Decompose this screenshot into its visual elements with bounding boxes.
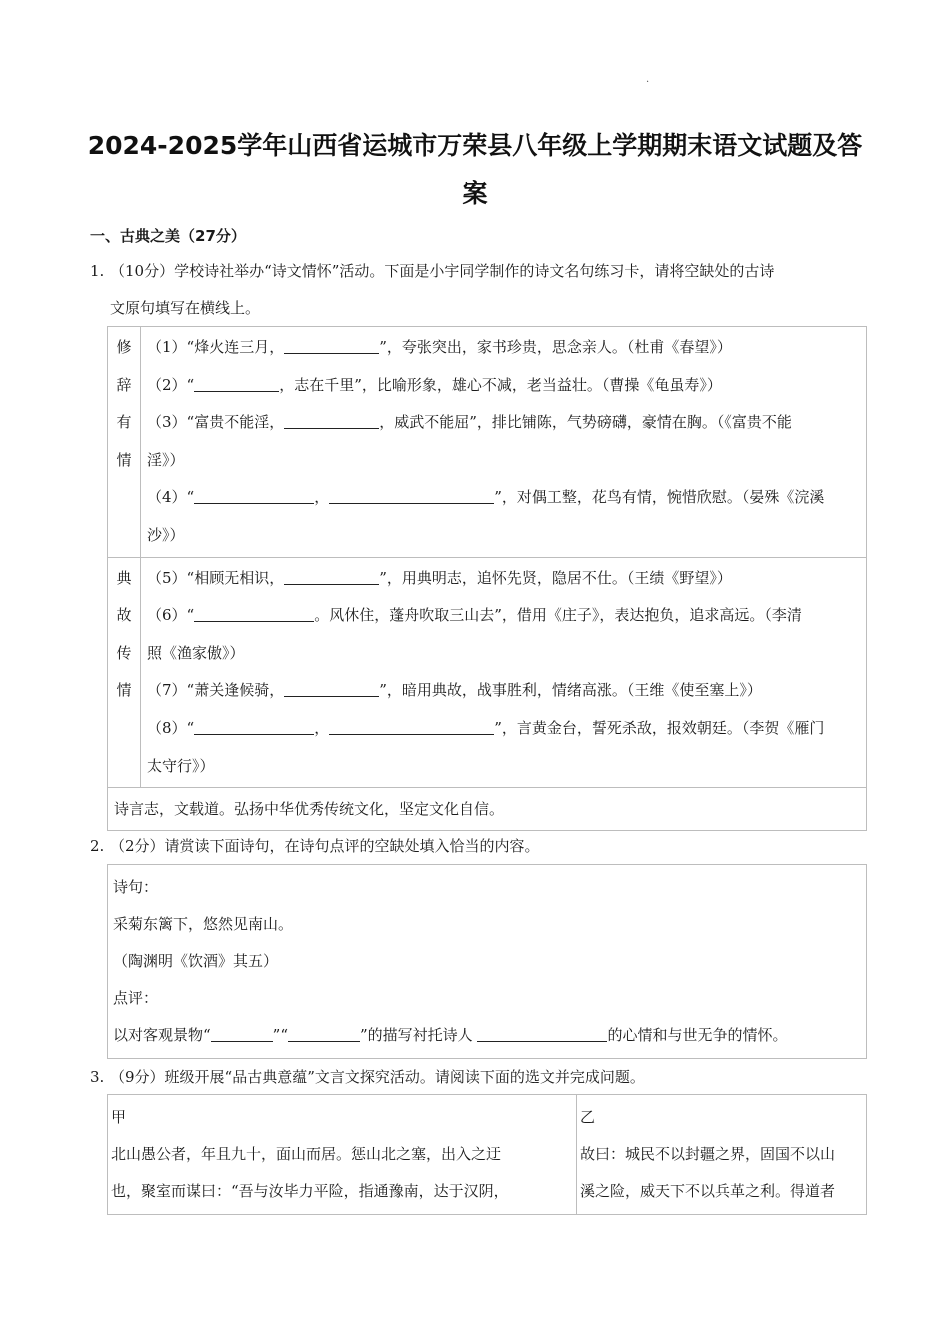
- item-text: 太守行》）: [147, 756, 215, 775]
- section-heading: 一、古典之美（27分）: [90, 227, 246, 245]
- item-text: ，: [314, 488, 330, 507]
- item-text: （6）“: [147, 606, 195, 625]
- item-text: （1）“烽火连三月，: [147, 338, 285, 356]
- side-char: 有: [116, 413, 132, 432]
- text-label: 乙: [580, 1108, 596, 1126]
- text-label: 甲: [111, 1108, 127, 1126]
- question-3: [90, 1059, 870, 1096]
- question-text: （10分）学校诗社举办“诗文情怀”活动。下面是小宇同学制作的诗文名句练习卡，请将空缺处的古诗: [110, 262, 775, 280]
- review-part: 以对客观景物“: [113, 1026, 211, 1044]
- item-text: ，志在千里”，比喻形象，雄心不减，老当益壮。（曹操《龟虽寿》）: [279, 375, 722, 394]
- review-label: 点评：: [113, 989, 159, 1007]
- answer-blank[interactable]: [477, 1023, 607, 1042]
- poem-label: 诗句：: [113, 878, 159, 896]
- card-footer-row: [108, 788, 867, 831]
- item-text: 沙》）: [147, 525, 185, 544]
- item-text: ”，对偶工整，花鸟有情，惋惜欣慰。（晏殊《浣溪: [494, 488, 825, 507]
- item-text: 。风休住，蓬舟吹取三山去”，借用《庄子》，表达抱负，追求高远。（李清: [314, 606, 802, 625]
- header-dot: .: [646, 74, 650, 85]
- item-text: （7）“萧关逢候骑，: [147, 681, 285, 700]
- item-3: [147, 404, 862, 442]
- answer-blank[interactable]: [194, 373, 279, 392]
- poem-text: 采菊东篱下，悠然见南山。: [113, 915, 294, 933]
- page-title-line2: 案: [462, 179, 488, 208]
- text-yi: [577, 1095, 867, 1215]
- group-body: [141, 557, 867, 788]
- answer-blank[interactable]: [194, 485, 314, 504]
- answer-blank[interactable]: [284, 566, 379, 585]
- answer-blank[interactable]: [211, 1023, 273, 1042]
- item-7: [147, 672, 862, 710]
- side-char: 典: [116, 568, 132, 587]
- question-text: （2分）请赏读下面诗句，在诗句点评的空缺处填入恰当的内容。: [110, 837, 540, 855]
- item-text: ，威武不能屈”，排比铺陈，气势磅礴，豪情在胸。（《富贵不能: [379, 413, 792, 432]
- group-side-label: [108, 327, 141, 558]
- question-number: 1.: [90, 262, 105, 280]
- answer-blank[interactable]: [288, 1023, 360, 1042]
- item-text: （3）“富贵不能淫，: [147, 413, 285, 432]
- answer-blank[interactable]: [194, 603, 314, 622]
- text-line: 故曰：城民不以封疆之界，固国不以山: [580, 1145, 836, 1163]
- answer-blank[interactable]: [329, 485, 494, 504]
- question-text-cont: 文原句填写在横线上。: [110, 299, 261, 317]
- item-text: ”，言黄金台，誓死杀敌，报效朝廷。（李贺《雁门: [494, 718, 825, 737]
- item-text: ”，暗用典故，战事胜利，情绪高涨。（王维《使至塞上》）: [379, 681, 762, 700]
- question-1: [90, 253, 870, 327]
- classical-text-table: [107, 1094, 867, 1215]
- item-6: [147, 597, 862, 635]
- item-5: [147, 560, 862, 598]
- group-side-label: [108, 557, 141, 788]
- item-4: [147, 479, 862, 517]
- item-text: ，: [314, 718, 330, 737]
- item-2: [147, 367, 862, 405]
- page-title-line1: 2024-2025学年山西省运城市万荣县八年级上学期期末语文试题及答: [87, 131, 863, 160]
- group-rhetoric: [108, 327, 867, 558]
- text-jia: [108, 1095, 577, 1215]
- answer-blank[interactable]: [329, 716, 494, 735]
- question-2: [90, 828, 870, 865]
- side-char: 传: [116, 643, 132, 662]
- side-char: 情: [116, 450, 132, 469]
- answer-blank[interactable]: [194, 716, 314, 735]
- question-number: 3.: [90, 1068, 105, 1086]
- text-line: 溪之险，威天下不以兵革之利。得道者: [580, 1182, 836, 1200]
- text-line: 也，聚室而谋曰：“吾与汝毕力平险，指通豫南，达于汉阴，: [111, 1182, 509, 1200]
- answer-blank[interactable]: [284, 678, 379, 697]
- poem-review-body: [108, 865, 867, 1059]
- review-part: ”“: [272, 1026, 289, 1044]
- poem-source: （陶渊明《饮酒》其五）: [113, 952, 279, 970]
- group-body: [141, 327, 867, 558]
- item-text: （4）“: [147, 488, 195, 507]
- review-text: [113, 1017, 861, 1054]
- answer-blank[interactable]: [284, 410, 379, 429]
- side-char: 情: [116, 681, 132, 700]
- item-text: ”，夸张突出，家书珍贵，思念亲人。（杜甫《春望》）: [379, 338, 732, 356]
- review-part: 的心情和与世无争的情怀。: [607, 1026, 788, 1044]
- answer-blank[interactable]: [284, 335, 379, 354]
- review-part: ”的描写衬托诗人: [360, 1026, 478, 1044]
- item-text: ”，用典明志，追怀先贤，隐居不仕。（王绩《野望》）: [379, 568, 732, 587]
- item-text: 照《渔家傲》）: [147, 643, 245, 662]
- item-1: [147, 329, 862, 367]
- poem-review-box: [107, 864, 867, 1059]
- item-text: 淫》）: [147, 450, 185, 469]
- item-8: [147, 710, 862, 748]
- side-char: 辞: [116, 375, 132, 394]
- card-footer: 诗言志，文载道。弘扬中华优秀传统文化，坚定文化自信。: [108, 788, 867, 831]
- group-allusion: [108, 557, 867, 788]
- side-char: 修: [116, 338, 132, 356]
- item-text: （8）“: [147, 718, 195, 737]
- poetry-card-table: [107, 326, 867, 831]
- question-number: 2.: [90, 837, 105, 855]
- item-text: （5）“相顾无相识，: [147, 568, 285, 587]
- item-text: （2）“: [147, 375, 195, 394]
- question-text: （9分）班级开展“品古典意蕴”文言文探究活动。请阅读下面的选文并完成问题。: [110, 1068, 645, 1086]
- text-line: 北山愚公者，年且九十，面山而居。惩山北之塞，出入之迂: [111, 1145, 502, 1163]
- side-char: 故: [116, 606, 132, 625]
